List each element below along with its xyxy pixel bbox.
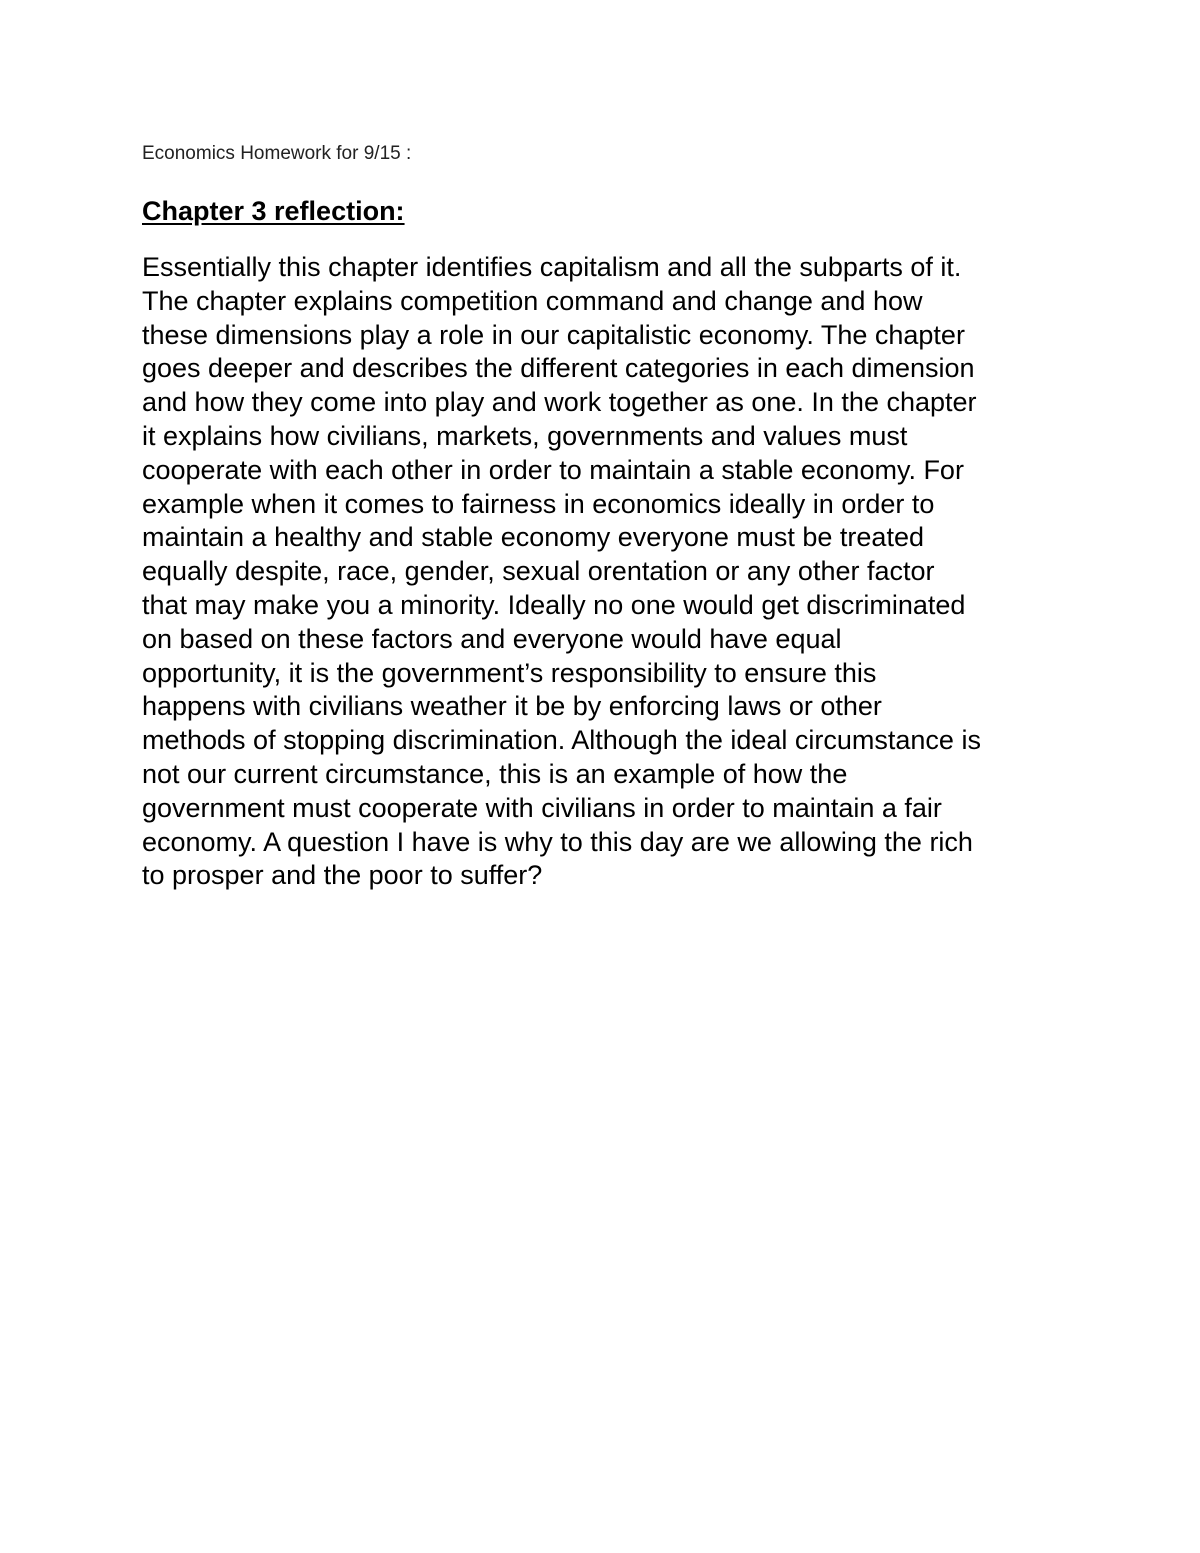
body-line: equally despite, race, gender, sexual orentation or any other factor: [142, 556, 935, 587]
body-line: cooperate with each other in order to maintain a stable economy. For: [142, 454, 964, 485]
body-line: The chapter explains competition command and change and how: [142, 285, 923, 316]
document-header: Economics Homework for 9/15 :: [142, 143, 412, 164]
body-line: opportunity, it is the government’s responsibility to ensure this: [142, 657, 877, 688]
body-line: maintain a healthy and stable economy everyone must be treated: [142, 522, 924, 553]
body-line: these dimensions play a role in our capitalistic economy. The chapter: [142, 319, 965, 350]
body-line: it explains how civilians, markets, governments and values must: [142, 420, 908, 451]
body-line: example when it comes to fairness in economics ideally in order to: [142, 488, 935, 519]
body-line: and how they come into play and work together as one. In the chapter: [142, 387, 977, 418]
body-line: that may make you a minority. Ideally no one would get discriminated: [142, 589, 966, 620]
body-line: to prosper and the poor to suffer?: [142, 860, 543, 891]
body-line: government must cooperate with civilians in order to maintain a fair: [142, 792, 942, 823]
reflection-body: [142, 251, 1072, 893]
body-line: not our current circumstance, this is an example of how the: [142, 758, 848, 789]
body-line: Essentially this chapter identifies capitalism and all the subparts of it.: [142, 252, 962, 282]
body-line: goes deeper and describes the different categories in each dimension: [142, 353, 975, 384]
body-line: on based on these factors and everyone would have equal: [142, 623, 842, 654]
body-line: happens with civilians weather it be by enforcing laws or other: [142, 691, 882, 722]
body-line: economy. A question I have is why to this day are we allowing the rich: [142, 826, 973, 857]
section-title: Chapter 3 reflection:: [142, 196, 405, 226]
body-line: methods of stopping discrimination. Although the ideal circumstance is: [142, 725, 981, 756]
